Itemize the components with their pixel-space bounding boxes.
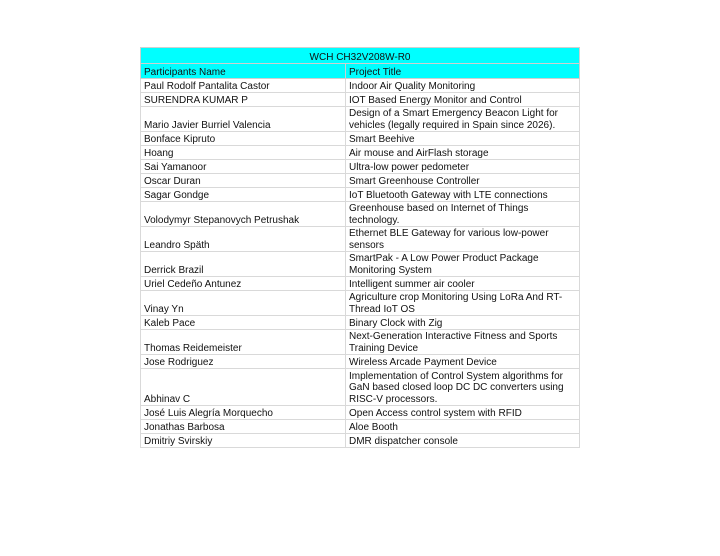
header-participants-name: Participants Name: [141, 64, 346, 79]
table-row: [141, 420, 580, 434]
table-row: [141, 107, 580, 132]
participant-name-cell: Volodymyr Stepanovych Petrushak: [141, 202, 346, 227]
project-title-cell: Next-Generation Interactive Fitness and Sports Training Device: [346, 330, 580, 355]
table-row: [141, 132, 580, 146]
project-title-cell: IoT Bluetooth Gateway with LTE connections: [346, 188, 580, 202]
participant-name-cell: Oscar Duran: [141, 174, 346, 188]
participant-name-cell: SURENDRA KUMAR P: [141, 93, 346, 107]
project-title-cell: DMR dispatcher console: [346, 434, 580, 448]
participant-name-cell: Dmitriy Svirskiy: [141, 434, 346, 448]
spreadsheet-table-container: [140, 47, 579, 448]
header-project-title: Project Title: [346, 64, 580, 79]
table-row: [141, 146, 580, 160]
project-title-cell: Indoor Air Quality Monitoring: [346, 79, 580, 93]
participant-name-cell: Abhinav C: [141, 369, 346, 406]
table-row: [141, 160, 580, 174]
participant-name-cell: Jonathas Barbosa: [141, 420, 346, 434]
project-title-cell: Aloe Booth: [346, 420, 580, 434]
participant-name-cell: Paul Rodolf Pantalita Castor: [141, 79, 346, 93]
participant-name-cell: Thomas Reidemeister: [141, 330, 346, 355]
project-title-cell: IOT Based Energy Monitor and Control: [346, 93, 580, 107]
project-title-cell: Agriculture crop Monitoring Using LoRa And RT-Thread IoT OS: [346, 291, 580, 316]
table-row: [141, 93, 580, 107]
participant-name-cell: Mario Javier Burriel Valencia: [141, 107, 346, 132]
table-title-row: [141, 48, 580, 64]
participant-name-cell: Derrick Brazil: [141, 252, 346, 277]
table-row: [141, 174, 580, 188]
project-title-cell: Ultra-low power pedometer: [346, 160, 580, 174]
participant-name-cell: Hoang: [141, 146, 346, 160]
table-title: WCH CH32V208W-R0: [141, 48, 580, 64]
table-row: [141, 79, 580, 93]
project-title-cell: SmartPak - A Low Power Product Package Monitoring System: [346, 252, 580, 277]
project-title-cell: Binary Clock with Zig: [346, 316, 580, 330]
project-title-cell: Air mouse and AirFlash storage: [346, 146, 580, 160]
participant-name-cell: Bonface Kipruto: [141, 132, 346, 146]
participants-table: [140, 47, 580, 448]
participant-name-cell: Leandro Späth: [141, 227, 346, 252]
participant-name-cell: Jose Rodriguez: [141, 355, 346, 369]
table-row: [141, 330, 580, 355]
table-row: [141, 291, 580, 316]
project-title-cell: Smart Greenhouse Controller: [346, 174, 580, 188]
table-row: [141, 252, 580, 277]
project-title-cell: Ethernet BLE Gateway for various low-power sensors: [346, 227, 580, 252]
project-title-cell: Wireless Arcade Payment Device: [346, 355, 580, 369]
project-title-cell: Implementation of Control System algorithms for GaN based closed loop DC DC converters using RISC-V processors.: [346, 369, 580, 406]
participant-name-cell: Sagar Gondge: [141, 188, 346, 202]
table-row: [141, 406, 580, 420]
table-row: [141, 202, 580, 227]
table-row: [141, 434, 580, 448]
project-title-cell: Design of a Smart Emergency Beacon Light for vehicles (legally required in Spain since 2026).: [346, 107, 580, 132]
table-header-row: [141, 64, 580, 79]
project-title-cell: Greenhouse based on Internet of Things technology.: [346, 202, 580, 227]
project-title-cell: Intelligent summer air cooler: [346, 277, 580, 291]
table-row: [141, 188, 580, 202]
table-row: [141, 355, 580, 369]
participant-name-cell: José Luis Alegría Morquecho: [141, 406, 346, 420]
participant-name-cell: Sai Yamanoor: [141, 160, 346, 174]
participant-name-cell: Kaleb Pace: [141, 316, 346, 330]
participant-name-cell: Vinay Yn: [141, 291, 346, 316]
participant-name-cell: Uriel Cedeño Antunez: [141, 277, 346, 291]
table-row: [141, 316, 580, 330]
table-row: [141, 277, 580, 291]
table-row: [141, 369, 580, 406]
project-title-cell: Smart Beehive: [346, 132, 580, 146]
project-title-cell: Open Access control system with RFID: [346, 406, 580, 420]
table-row: [141, 227, 580, 252]
